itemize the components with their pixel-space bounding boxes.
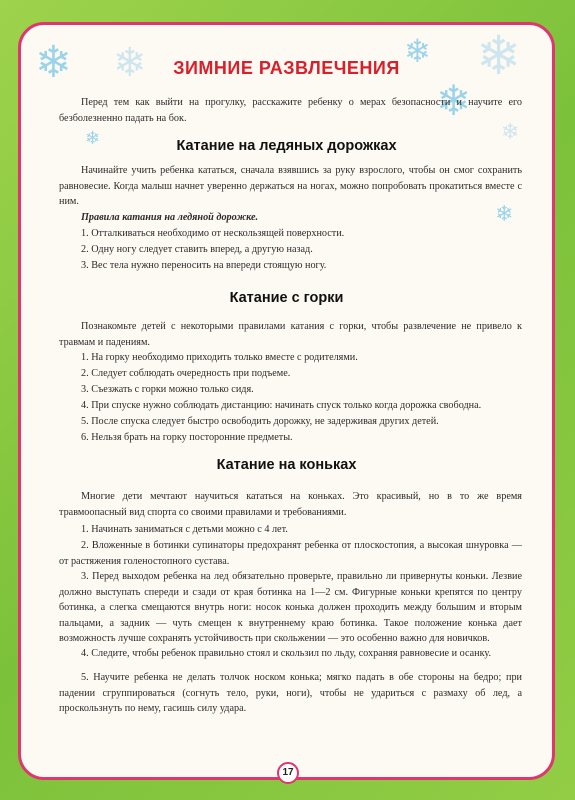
list-item: 2. Следует соблюдать очередность при подъеме. [81, 368, 291, 379]
list-item: 4. При спуске нужно соблюдать дистанцию: начинать спуск только когда дорожка свободна. [81, 400, 482, 411]
snowflake-icon: ❄ [35, 38, 72, 87]
list-item: 3. Вес тела нужно переносить на впереди стоящую ногу. [81, 260, 327, 271]
snowflake-icon: ❄ [436, 79, 472, 125]
section-heading-sled-hill: Катание с горки [229, 290, 344, 306]
list-item: 1. Начинать заниматься с детьми можно с 4 лет. [81, 524, 288, 535]
page-title: ЗИМНИЕ РАЗВЛЕЧЕНИЯ [173, 58, 400, 78]
list-item: 3. Съезжать с горки можно только сидя. [81, 384, 254, 395]
section-heading-skating: Катание на коньках [216, 457, 357, 473]
snowflake-icon: ❄ [501, 119, 520, 144]
snowflake-icon: ❄ [476, 26, 522, 86]
ice-paths-paragraph: Начинайте учить ребенка кататься, сначала взявшись за руку взрослого, чтобы он смог сохранить равновесие. Когда малыш начнет уверенно держаться на ногах, можно попробовать прокатиться вместе с ним. [59, 165, 522, 207]
snowflake-icon: ❄ [113, 40, 147, 85]
list-item: 4. Следите, чтобы ребенок правильно стоял и скользил по льду, сохраняя равновесие и осанку. [81, 648, 491, 659]
ice-paths-rules-title: Правила катания на ледяной дорожке. [81, 212, 259, 223]
list-item: 1. На горку необходимо приходить только вместе с родителями. [81, 352, 358, 363]
skating-paragraph: Многие дети мечтают научиться кататься на коньках. Это красивый, но в то же время травмоопасный вид спорта со своими правилами и требованиями. [59, 491, 522, 518]
intro-paragraph: Перед тем как выйти на прогулку, расскажите ребенку о мерах безопасности и научите его безболезненно падать на бок. [59, 97, 522, 124]
page-frame [18, 22, 555, 780]
snowflake-icon: ❄ [495, 201, 514, 226]
page-number: 17 [277, 762, 299, 784]
list-item: 6. Нельзя брать на горку посторонние предметы. [81, 432, 293, 443]
list-item: 5. Научите ребенка не делать толчок носком конька; мягко падать в обе стороны на бедро; при падении сгруппироваться (согнуть тело, руки, ноги), чтобы не удариться с размаху об лед, а проскользнуть по нему, гасишь силу удара. [59, 672, 522, 714]
list-item: 5. После спуска следует быстро освободить дорожку, не задерживая других детей. [81, 416, 439, 427]
list-item: 1. Отталкиваться необходимо от нескользящей поверхности. [81, 228, 345, 239]
list-item: 3. Перед выходом ребенка на лед обязательно проверьте, правильно ли привернуты коньки. Лезвие должно выступать спереди и сзади от края ботинка на 1—2 см. Фигурные коньки крепятся по центру ботинка, а слегка смещаются внутрь ноги: носок конька должен проходить между большим и вторым пальцами, а задник — чуть смещен к внутреннему краю ботинка. Такое положение конька дает возможность лучше сохранять устойчивость при скольжении — это особенно важно для новичков. [59, 571, 522, 644]
snowflake-icon: ❄ [404, 33, 431, 69]
list-item: 2. Вложенные в ботинки супинаторы предохранят ребенка от плоскостопия, а высокая шнуровка — от растяжения голеностопного сустава. [59, 540, 522, 567]
sled-hill-paragraph: Познакомьте детей с некоторыми правилами катания с горки, чтобы развлечение не привело к травмам и падениям. [59, 321, 522, 348]
section-heading-ice-paths: Катание на ледяных дорожках [176, 138, 397, 154]
list-item: 2. Одну ногу следует ставить вперед, а другую назад. [81, 244, 313, 255]
snowflake-icon: ❄ [85, 128, 101, 148]
